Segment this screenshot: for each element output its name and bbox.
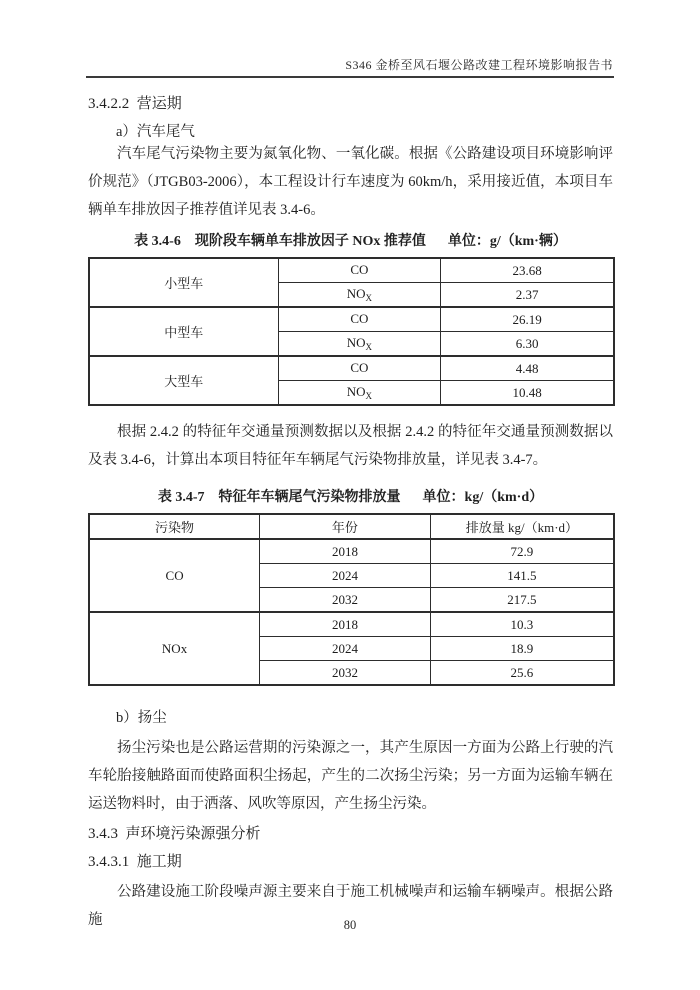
table-3-4-6-caption xyxy=(88,230,613,250)
table-caption-label: 表 3.4-7 xyxy=(157,490,205,505)
pollutant-subscript: X xyxy=(365,391,373,401)
table-3-4-7 xyxy=(88,513,615,686)
pollutant-name: CO xyxy=(350,262,369,277)
pollutant-cell xyxy=(278,283,441,308)
paragraph-exhaust-intro: 汽车尾气污染物主要为氮氧化物、一氧化碳。根据《公路建设项目环境影响评价规范》（JTGB03-2006），本工程设计行车速度为 60km/h，采用接近值，本项目车辆单车排放因子推荐值详见表 3.4-6。 xyxy=(88,146,613,218)
value-cell: 10.48 xyxy=(441,381,614,406)
pollutant-cell: NOx xyxy=(89,612,260,685)
pollutant-cell xyxy=(278,258,441,283)
column-header-year: 年份 xyxy=(260,514,431,539)
vehicle-type-cell: 中型车 xyxy=(89,307,278,356)
table-row xyxy=(89,539,614,564)
header-rule xyxy=(86,76,614,78)
year-cell: 2024 xyxy=(260,637,431,661)
table-row xyxy=(89,612,614,637)
table-header-row xyxy=(89,514,614,539)
table-row xyxy=(89,258,614,283)
value-cell: 23.68 xyxy=(441,258,614,283)
value-cell: 4.48 xyxy=(441,356,614,381)
heading-noise-source-analysis: 3.4.3 声环境污染源强分析 xyxy=(88,826,261,842)
pollutant-name: CO xyxy=(350,311,369,326)
subitem-dust: b）扬尘 xyxy=(116,710,167,726)
pollutant-cell: CO xyxy=(89,539,260,612)
value-cell: 26.19 xyxy=(441,307,614,332)
table-row xyxy=(89,356,614,381)
pollutant-name: NO xyxy=(346,335,366,350)
pollutant-cell xyxy=(278,381,441,406)
year-cell: 2018 xyxy=(260,612,431,637)
vehicle-type-cell: 小型车 xyxy=(89,258,278,307)
pollutant-cell xyxy=(278,332,441,357)
table-3-4-7-caption xyxy=(88,486,613,506)
subitem-vehicle-exhaust: a）汽车尾气 xyxy=(116,124,195,140)
table-caption-unit: 单位：g/（km·辆） xyxy=(447,234,567,249)
table-caption-title: 现阶段车辆单车排放因子 NOx 推荐值 xyxy=(194,234,426,249)
value-cell: 18.9 xyxy=(430,637,614,661)
column-header-pollutant: 污染物 xyxy=(89,514,260,539)
pollutant-subscript: X xyxy=(365,293,373,303)
vehicle-type-cell: 大型车 xyxy=(89,356,278,405)
year-cell: 2032 xyxy=(260,661,431,686)
paragraph-construction-noise: 公路建设施工阶段噪声源主要来自于施工机械噪声和运输车辆噪声。根据公路施 xyxy=(88,884,613,928)
paragraph-traffic-forecast: 根据 2.4.2 的特征年交通量预测数据以及根据 2.4.2 的特征年交通量预测数据以及表 3.4-6，计算出本项目特征年车辆尾气污染物排放量，详见表 3.4-7。 xyxy=(88,424,613,468)
page-number: 80 xyxy=(343,918,357,932)
heading-operation-period: 3.4.2.2 营运期 xyxy=(88,96,182,112)
value-cell: 10.3 xyxy=(430,612,614,637)
pollutant-name: NO xyxy=(346,286,366,301)
value-cell: 25.6 xyxy=(430,661,614,686)
table-3-4-6 xyxy=(88,257,615,406)
pollutant-name: CO xyxy=(350,360,369,375)
paragraph-dust: 扬尘污染也是公路运营期的污染源之一，其产生原因一方面为公路上行驶的汽车轮胎接触路面而使路面积尘扬起，产生的二次扬尘污染；另一方面为运输车辆在运送物料时，由于洒落、风吹等原因，产生扬尘污染。 xyxy=(88,740,613,812)
pollutant-cell xyxy=(278,356,441,381)
table-caption-title: 特征年车辆尾气污染物排放量 xyxy=(218,490,401,505)
year-cell: 2032 xyxy=(260,588,431,613)
table-caption-unit: 单位：kg/（km·d） xyxy=(422,490,544,505)
table-caption-label: 表 3.4-6 xyxy=(134,234,181,249)
heading-construction-period: 3.4.3.1 施工期 xyxy=(88,854,182,870)
year-cell: 2018 xyxy=(260,539,431,564)
pollutant-cell xyxy=(278,307,441,332)
year-cell: 2024 xyxy=(260,564,431,588)
value-cell: 217.5 xyxy=(430,588,614,613)
value-cell: 141.5 xyxy=(430,564,614,588)
value-cell: 72.9 xyxy=(430,539,614,564)
running-header: S346 金桥至风石堰公路改建工程环境影响报告书 xyxy=(345,58,613,72)
column-header-emission: 排放量 kg/（km·d） xyxy=(430,514,614,539)
value-cell: 2.37 xyxy=(441,283,614,308)
pollutant-subscript: X xyxy=(365,342,373,352)
table-row xyxy=(89,307,614,332)
value-cell: 6.30 xyxy=(441,332,614,357)
pollutant-name: NO xyxy=(346,384,366,399)
